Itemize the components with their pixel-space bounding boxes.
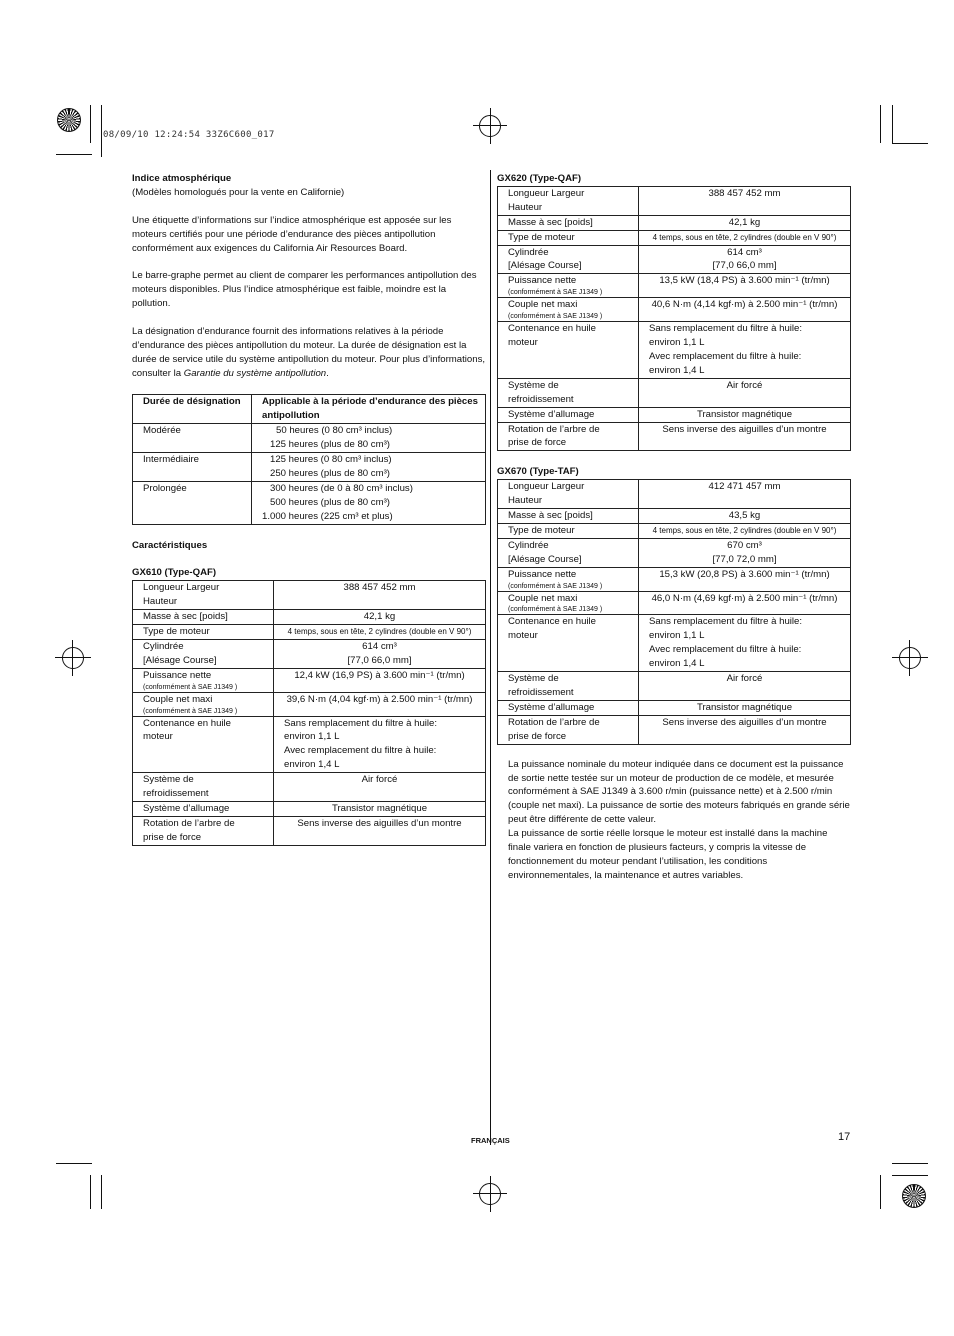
table-cell: Couple net maxi (conformément à SAE J1349 ) [133,692,274,716]
table-cell: Longueur Largeur Hauteur [133,581,274,610]
table-cell: 412 471 457 mm [639,480,851,509]
table-cell: Contenance en huile moteur [498,322,639,379]
registration-sunburst-icon [902,1184,926,1208]
gx620-title: GX620 (Type-QAF) [497,173,582,184]
table-row [498,672,851,701]
table-cell: Type de moteur [498,523,639,538]
table-cell: 12,4 kW (16,9 PS) à 3.600 min⁻¹ (tr/mn) [274,668,486,692]
table-row [498,298,851,322]
crop-mark [90,1175,91,1209]
table-cell: Air forcé [639,378,851,407]
column-header: Durée de désignation [133,395,252,424]
table-cell: 13,5 kW (18,4 PS) à 3.600 min⁻¹ (tr/mn) [639,274,851,298]
table-cell: Air forcé [639,672,851,701]
table-row [133,692,486,716]
table-cell: 46,0 N·m (4,69 kgf·m) à 2.500 min⁻¹ (tr/mn) [639,591,851,615]
table-cell: Cylindrée [Alésage Course] [498,538,639,567]
table-cell: Transistor magnétique [639,700,851,715]
table-row [498,591,851,615]
table-cell: 125 heures (0 80 cm³ inclus) 250 heures (plus de 80 cm³) [252,453,486,482]
table-cell: Cylindrée [Alésage Course] [498,245,639,274]
crop-mark [892,105,893,143]
durability-name: Prolongée [133,481,252,524]
durability-name: Intermédiaire [133,453,252,482]
table-cell: 4 temps, sous en tête, 2 cylindres (double en V 90°) [639,523,851,538]
crop-mark [90,105,91,143]
table-cell: Sans remplacement du filtre à huile: environ 1,1 L Avec remplacement du filtre à huile: environ 1,4 L [274,716,486,773]
specs-title: Caractéristiques [132,539,208,551]
table-row [133,481,486,524]
table-cell: 50 heures (0 80 cm³ inclus) 125 heures (plus de 80 cm³) [252,424,486,453]
warranty-reference: Garantie du système antipollution [183,367,327,379]
table-cell: Air forcé [274,773,486,802]
table-row [498,322,851,379]
crop-mark [56,154,92,155]
table-cell: Système d’allumage [498,407,639,422]
table-row [498,538,851,567]
table-cell: Rotation de l’arbre de prise de force [498,715,639,744]
table-cell: Type de moteur [133,625,274,640]
table-row [498,700,851,715]
table-cell: Puissance nette (conformément à SAE J1349 ) [498,567,639,591]
crop-mark [56,1163,92,1164]
table-row [498,480,851,509]
table-cell: Sens inverse des aiguilles d’un montre [639,715,851,744]
table-row [498,567,851,591]
footer-language: FRANÇAIS [471,1136,510,1145]
table-cell: Sans remplacement du filtre à huile: environ 1,1 L Avec remplacement du filtre à huile: environ 1,4 L [639,322,851,379]
table-cell: Transistor magnétique [274,801,486,816]
table-cell: 4 temps, sous en tête, 2 cylindres (double en V 90°) [274,625,486,640]
table-row [133,801,486,816]
table-row [133,639,486,668]
table-cell: Longueur Largeur Hauteur [498,186,639,215]
table-cell: 388 457 452 mm [639,186,851,215]
table-row [133,668,486,692]
table-row [498,230,851,245]
table-row [498,186,851,215]
table-header-row [133,395,486,424]
power-note [497,758,851,883]
durability-name: Modérée [133,424,252,453]
table-cell: Puissance nette (conformément à SAE J1349 ) [498,274,639,298]
table-cell: 15,3 kW (20,8 PS) à 3.600 min⁻¹ (tr/mn) [639,567,851,591]
table-cell: 43,5 kg [639,509,851,524]
crop-mark [892,143,928,144]
atmo-paragraph-1: Une étiquette d’informations sur l’indice atmosphérique est apposée sur les moteurs certifiés pour une période d’endurance des pièces antipollution conformément aux exigences du California Air Resources Board. [132,214,452,254]
table-row [133,424,486,453]
table-cell: Contenance en huile moteur [133,716,274,773]
table-row [498,215,851,230]
table-cell: Type de moteur [498,230,639,245]
table-cell: 42,1 kg [639,215,851,230]
table-cell: 614 cm³ [77,0 66,0 mm] [274,639,486,668]
table-row [133,453,486,482]
right-column [497,172,851,883]
table-cell: Transistor magnétique [639,407,851,422]
table-cell: Rotation de l’arbre de prise de force [133,816,274,845]
table-cell: 42,1 kg [274,610,486,625]
table-cell: Puissance nette (conformément à SAE J1349 ) [133,668,274,692]
gx610-spec-table [132,580,486,845]
table-cell: 39,6 N·m (4,04 kgf·m) à 2.500 min⁻¹ (tr/mn) [274,692,486,716]
table-row [133,610,486,625]
crop-mark [892,1163,928,1164]
table-row [498,615,851,672]
table-cell: 40,6 N·m (4,14 kgf·m) à 2.500 min⁻¹ (tr/mn) [639,298,851,322]
table-cell: 388 457 452 mm [274,581,486,610]
table-row [498,407,851,422]
table-cell: Masse à sec [poids] [133,610,274,625]
table-row [498,509,851,524]
crop-mark [892,1175,928,1176]
crop-mark [880,1175,881,1209]
gx670-title: GX670 (Type-TAF) [497,466,579,478]
page-number: 17 [838,1131,851,1143]
table-cell: Système d’allumage [133,801,274,816]
table-row [133,716,486,773]
table-row [133,773,486,802]
table-row [498,422,851,451]
table-cell: Sens inverse des aiguilles d’un montre [274,816,486,845]
table-cell: Masse à sec [poids] [498,509,639,524]
table-cell: Sans remplacement du filtre à huile: environ 1,1 L Avec remplacement du filtre à huile: environ 1,4 L [639,615,851,672]
atmo-title: Indice atmosphérique [132,173,232,184]
gx620-spec-table [497,186,851,451]
registration-sunburst-icon [57,108,81,132]
table-cell: Longueur Largeur Hauteur [498,480,639,509]
table-cell: Système de refroidissement [133,773,274,802]
table-row [498,274,851,298]
table-cell: Système d’allumage [498,700,639,715]
table-cell: Sens inverse des aiguilles d’un montre [639,422,851,451]
gx670-spec-table [497,479,851,744]
print-timestamp: 08/09/10 12:24:54 33Z6C600_017 [103,130,275,140]
table-row [498,523,851,538]
table-cell: 4 temps, sous en tête, 2 cylindres (double en V 90°) [639,230,851,245]
table-cell: Masse à sec [poids] [498,215,639,230]
table-cell: 614 cm³ [77,0 66,0 mm] [639,245,851,274]
left-column [132,172,486,846]
durability-table [132,394,486,524]
power-note-paragraph-1: La puissance nominale du moteur indiquée dans ce document est la puissance de sortie nette testée sur un moteur de production de ce modèle, et mesurée conformément à SAE J1349 à 3.600 r/min (puissance nette) et à 2.500 r/min (couple net maxi). La puissance de sortie des moteurs fabriqués en grande série peut être différente de cette valeur. [508,758,850,826]
table-cell: Couple net maxi (conformément à SAE J1349 ) [498,591,639,615]
table-row [133,625,486,640]
table-cell: Système de refroidissement [498,672,639,701]
table-cell: Couple net maxi (conformément à SAE J1349 ) [498,298,639,322]
crop-mark [880,105,881,143]
table-cell: Contenance en huile moteur [498,615,639,672]
table-row [498,715,851,744]
crop-mark [101,1175,102,1209]
table-row [498,245,851,274]
table-cell: 300 heures (de 0 à 80 cm³ inclus) 500 heures (plus de 80 cm³) 1.000 heures (225 cm³ et plus) [252,481,486,524]
table-row [498,378,851,407]
atmo-paragraph-2: Le barre-graphe permet au client de comparer les performances antipollution des moteurs disponibles. Plus l’indice atmosphérique est faible, moindre est la pollution. [132,270,477,310]
atmo-subtitle: (Modèles homologués pour la vente en Californie) [132,186,345,198]
power-note-paragraph-2: La puissance de sortie réelle lorsque le moteur est installé dans la machine finale variera en fonction de plusieurs facteurs, y compris la vitesse de fonctionnement du moteur pendant l’utilisation, les conditions environnementales, la maintenance et autres variables. [508,828,828,881]
column-divider [490,170,491,1145]
table-cell: Rotation de l’arbre de prise de force [498,422,639,451]
atmo-paragraph-3: La désignation d’endurance fournit des informations relatives à la période d’endurance des pièces antipollution du moteur. La durée de désignation est la durée de service utile du système antipollution du moteur. Pour plus d’informations, consulter la Garantie du système antipollution. [132,325,486,379]
table-row [133,816,486,845]
table-row [133,581,486,610]
table-cell: Système de refroidissement [498,378,639,407]
gx610-title: GX610 (Type-QAF) [132,567,217,579]
table-cell: Cylindrée [Alésage Course] [133,639,274,668]
column-header: Applicable à la période d’endurance des pièces antipollution [252,395,486,424]
crop-mark [101,105,102,157]
table-cell: 670 cm³ [77,0 72,0 mm] [639,538,851,567]
